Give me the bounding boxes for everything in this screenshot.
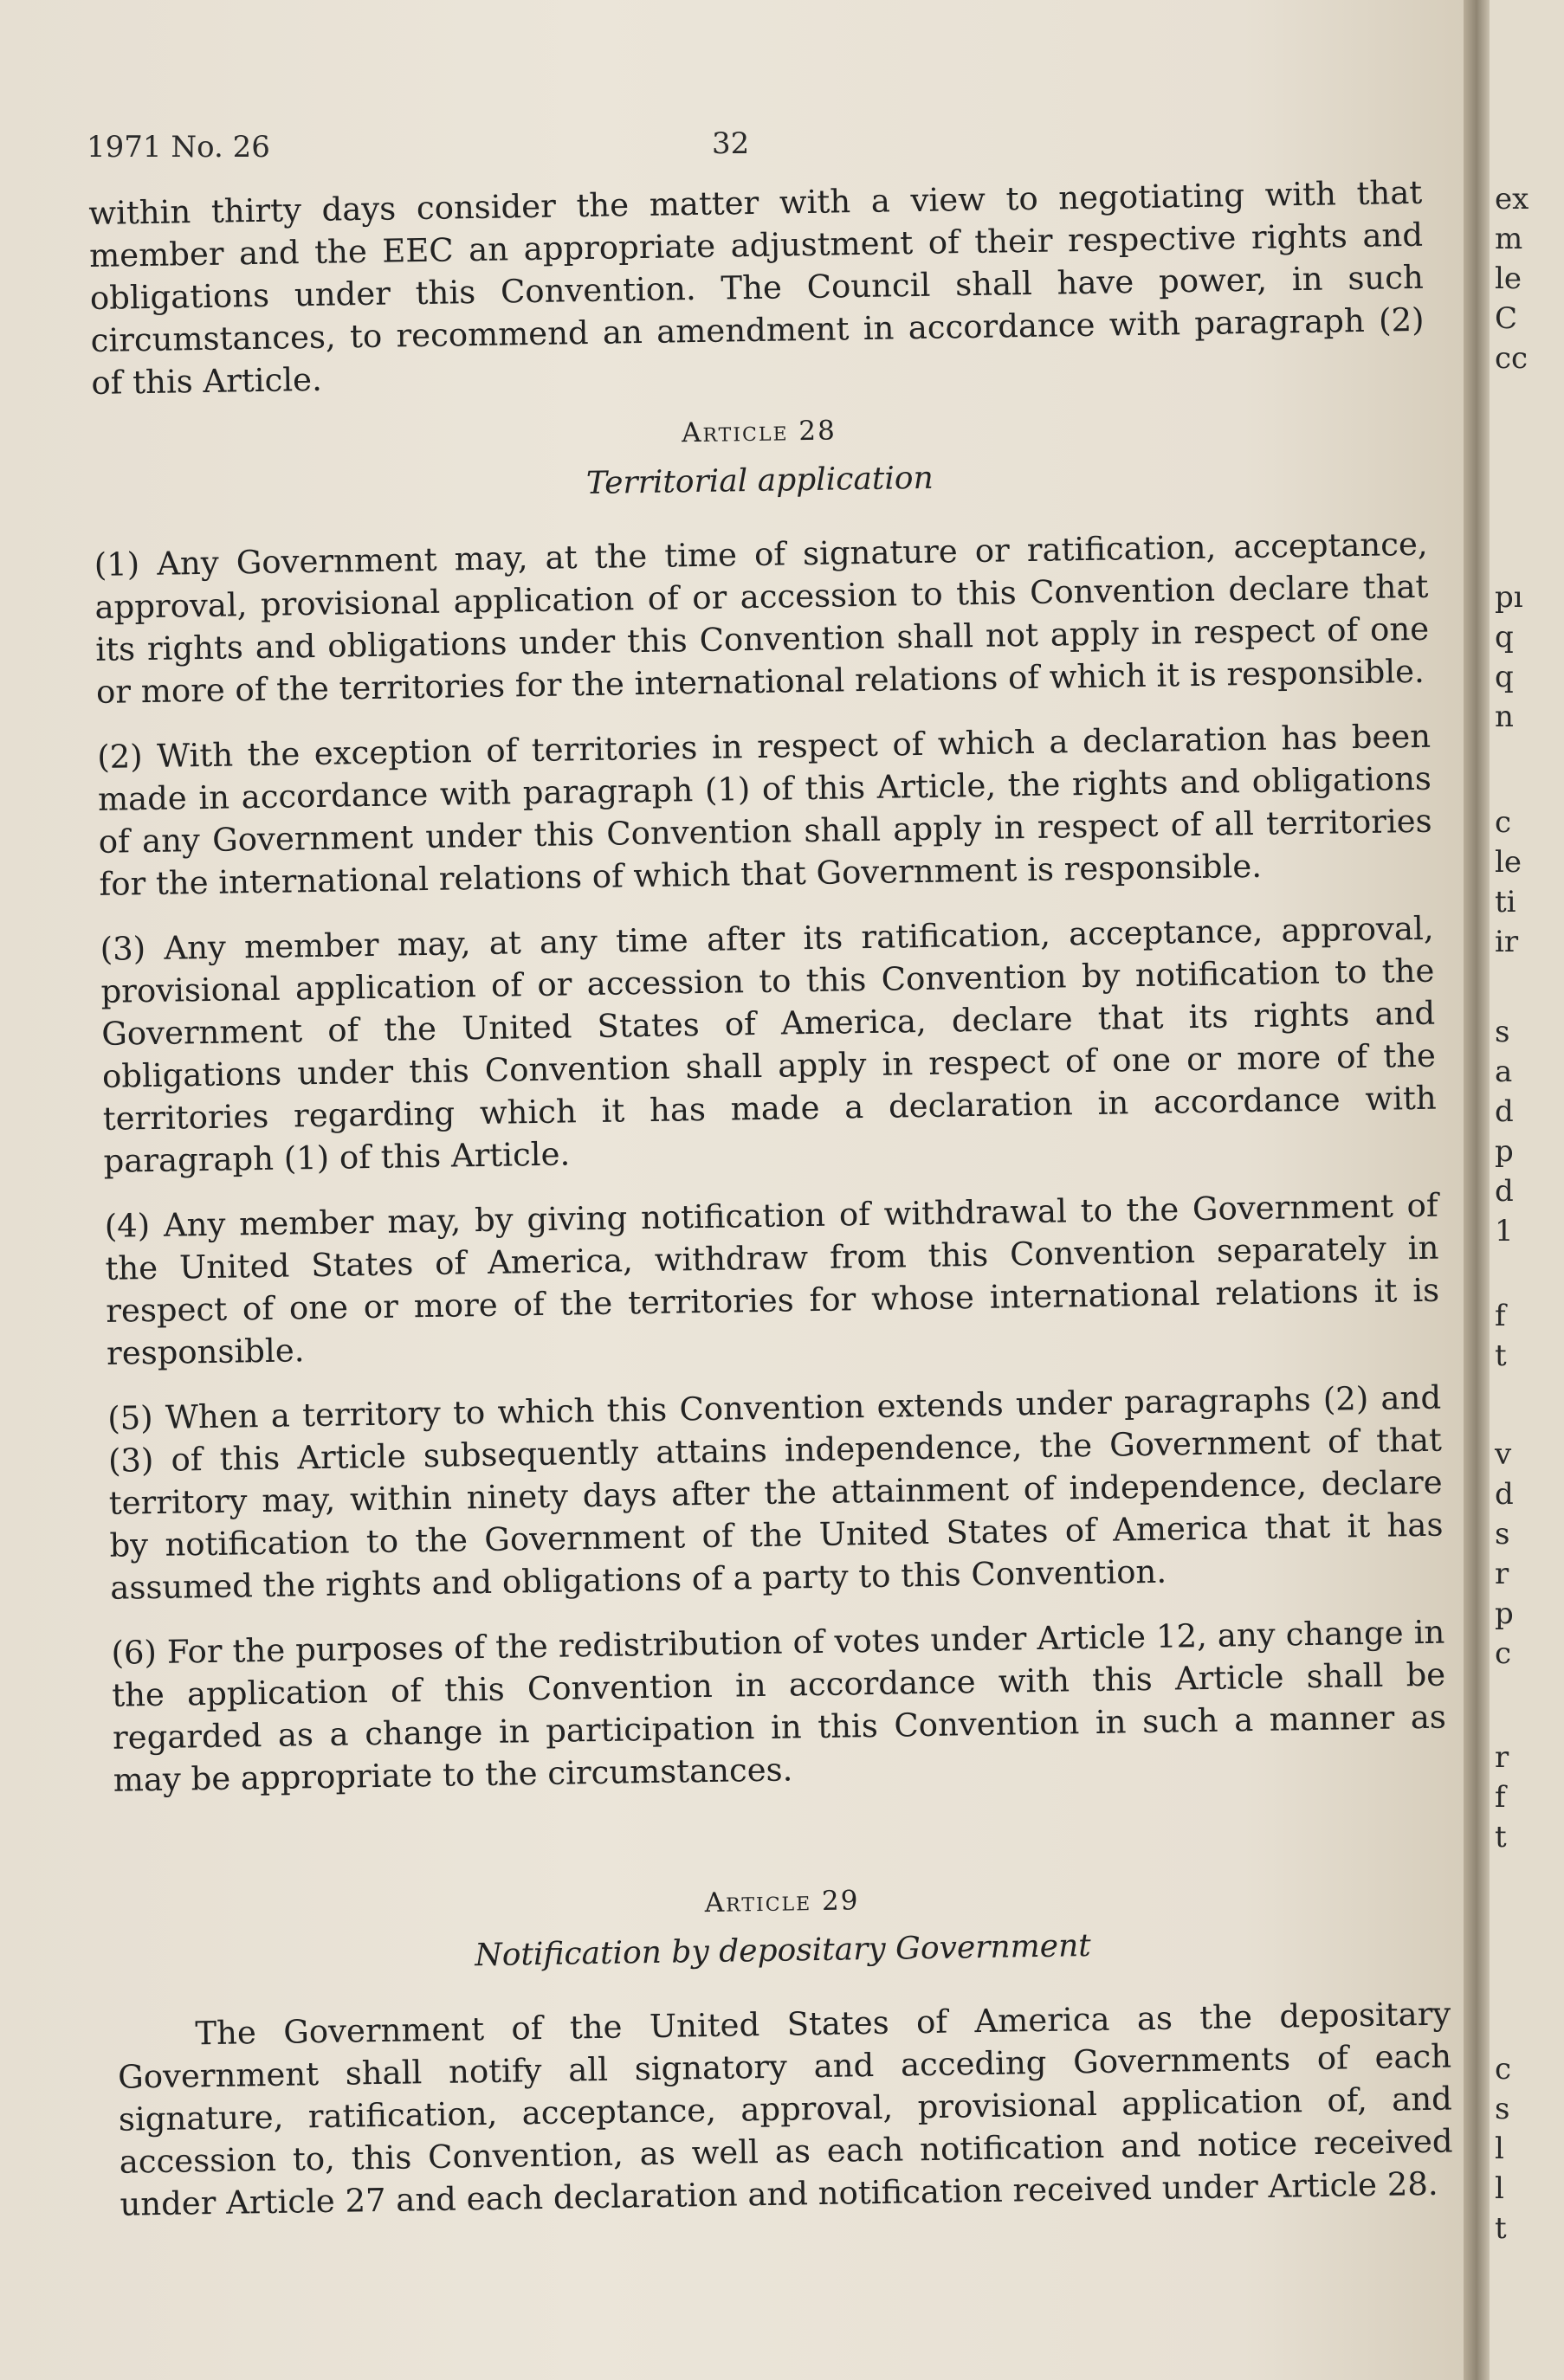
next-page-fragment: pı — [1495, 580, 1523, 615]
next-page-fragment: f — [1495, 1299, 1506, 1333]
running-head-year-number: 1971 No. 26 — [87, 130, 270, 164]
article-28-paragraph-4: (4) Any member may, by giving notification of withdrawal to the Government of the United States of America, withdraw from this Convention separately in respect of one or more of the territories for whose international relations it is responsible. — [104, 1186, 1440, 1372]
next-page-fragment: c — [1495, 1636, 1512, 1671]
adjacent-page-edge — [1490, 0, 1564, 2380]
next-page-fragment: 1 — [1495, 1214, 1514, 1248]
page-number: 32 — [712, 126, 750, 161]
next-page-fragment: m — [1495, 222, 1523, 256]
next-page-fragment: c — [1495, 805, 1512, 840]
article-28-paragraph-6: (6) For the purposes of the redistribution of votes under Article 12, any change in the application of this Convention in accordance with this Article shall be regarded as a change in participation in this Convention in such a manner as may be appropriate to the circumstances. — [111, 1613, 1447, 1799]
next-page-fragment: c — [1495, 2052, 1512, 2087]
next-page-fragment: f — [1495, 1780, 1506, 1815]
next-page-fragment: ti — [1495, 885, 1516, 919]
article-28-paragraph-5: (5) When a territory to which this Convention extends under paragraphs (2) and (3) of this Article subsequently attains independence, the Government of that territory may, within ninety days after the attainment of independence, declare by notification to the Government of the United States of America that it has assumed the rights and obligations of a party to this Convention. — [107, 1378, 1444, 1607]
next-page-fragment: ir — [1495, 925, 1519, 959]
next-page-fragment: l — [1495, 2132, 1504, 2166]
next-page-fragment: q — [1495, 660, 1514, 694]
next-page-fragment: ex — [1495, 182, 1529, 216]
next-page-fragment: l — [1495, 2171, 1504, 2206]
next-page-fragment: t — [1495, 1338, 1507, 1373]
next-page-fragment: C — [1495, 301, 1518, 336]
article-28-paragraph-3: (3) Any member may, at any time after its ratification, acceptance, approval, provisional application of or accession to this Convention by notification to the Government of the United States of America, declare that its rights and obligations under this Convention shall apply in respect of one or more of the territories regarding which it has made a declaration in accordance with paragraph (1) of this Article. — [100, 909, 1437, 1180]
article-28-heading: Article 28 — [681, 415, 837, 449]
section-spacer — [114, 1803, 1449, 1885]
next-page-fragment: p — [1495, 1596, 1514, 1631]
next-page-fragment: t — [1495, 2211, 1507, 2246]
next-page-fragment: q — [1495, 620, 1514, 655]
book-gutter — [1464, 0, 1490, 2380]
next-page-fragment: n — [1495, 700, 1514, 734]
next-page-fragment: s — [1495, 1015, 1510, 1049]
next-page-fragment: s — [1495, 2092, 1510, 2126]
next-page-fragment: v — [1495, 1437, 1512, 1472]
next-page-fragment: d — [1495, 1477, 1514, 1512]
article-29-paragraph-1: The Government of the United States of America as the depositary Government shall notify all signatory and acceding Governments of each signature, ratification, acceptance, approval, provisional application of, and accession to, this Convention, as well as each notification and notice received under Article 27 and each declaration and notification received under Article 28. — [117, 1995, 1453, 2223]
next-page-fragment: p — [1495, 1134, 1514, 1169]
next-page-fragment: a — [1495, 1055, 1513, 1089]
body-text — [88, 171, 1454, 2248]
next-page-fragment: r — [1495, 1557, 1509, 1591]
next-page-fragment: le — [1495, 261, 1522, 296]
article-28-subtitle: Territorial application — [585, 460, 934, 502]
next-page-fragment: le — [1495, 845, 1522, 880]
article-28-paragraph-1: (1) Any Government may, at the time of signature or ratification, acceptance, approval, provisional application of or accession to this Convention declare that its rights and obligations under this Convention shall not apply in respect of one or more of the territories for the international relations of which it is responsible. — [94, 525, 1430, 711]
next-page-fragment: t — [1495, 1820, 1507, 1854]
article-29-heading: Article 29 — [704, 1885, 860, 1919]
next-page-fragment: d — [1495, 1174, 1514, 1209]
article-29-subtitle: Notification by depositary Government — [474, 1928, 1091, 1974]
intro-paragraph: within thirty days consider the matter with a view to negotiating with that member and the EEC an appropriate adjustment of their respective rights and obligations under this Convention. The Council shall have power, in such circumstances, to recommend an amendment in accordance with paragraph (2) of this Article. — [88, 173, 1425, 402]
next-page-fragment: cc — [1495, 341, 1528, 376]
next-page-fragment: r — [1495, 1740, 1509, 1775]
article-28-paragraph-2: (2) With the exception of territories in respect of which a declaration has been made in accordance with paragraph (1) of this Article, the rights and obligations of any Government under this Convention shall apply in respect of all territories for the international relations of which that Government is responsible. — [96, 717, 1432, 903]
next-page-fragment: s — [1495, 1517, 1510, 1551]
next-page-fragment: d — [1495, 1094, 1514, 1129]
